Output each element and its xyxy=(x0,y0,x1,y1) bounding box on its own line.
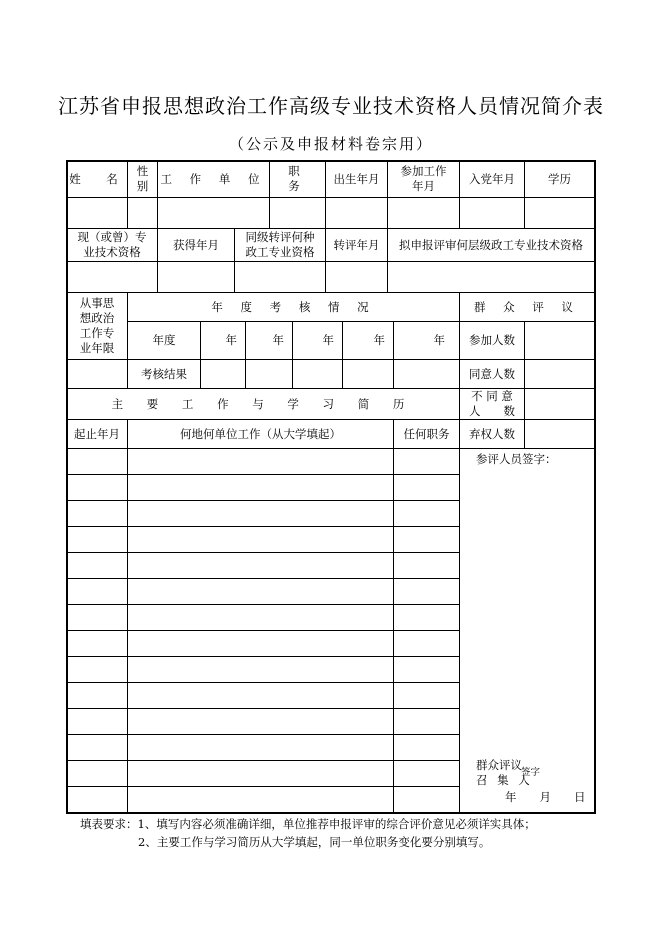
page-subtitle: （公示及申报材料卷宗用） xyxy=(228,135,433,153)
convener-label: 召 集 人 xyxy=(476,773,533,787)
label-name-text: 姓 名 xyxy=(69,171,125,186)
hline xyxy=(67,552,459,553)
vline xyxy=(127,419,128,812)
hline xyxy=(67,261,595,262)
hline xyxy=(67,708,459,709)
hline xyxy=(67,786,459,787)
label-obtained: 获得年月 xyxy=(173,237,219,252)
label-year: 年度 xyxy=(152,333,176,347)
label-years-engaged: 从事思想政治工作专业年限 xyxy=(79,296,115,355)
label-agree: 同意人数 xyxy=(469,366,515,381)
hline xyxy=(67,526,459,527)
note-line-1: 填表要求：1、填写内容必须准确详细，单位推荐申报评审的综合评价意见必须详实具体； xyxy=(80,817,536,831)
hline xyxy=(67,474,459,475)
hline xyxy=(67,734,459,735)
page-title: 江苏省申报思想政治工作高级专业技术资格人员情况简介表 xyxy=(58,94,604,118)
hline xyxy=(67,448,595,449)
year-col-2: 年 xyxy=(272,333,284,347)
hline xyxy=(67,630,459,631)
hline xyxy=(67,760,459,761)
label-result: 考核结果 xyxy=(141,366,187,381)
hline xyxy=(67,604,459,605)
assessment-header: 年 度 考 核 情 况 xyxy=(211,299,376,314)
vline xyxy=(393,419,394,812)
year-col-1: 年 xyxy=(225,333,237,347)
label-birth: 出生年月 xyxy=(333,171,380,186)
label-disagree: 不 同 意 人 数 xyxy=(469,389,515,418)
hline xyxy=(67,578,459,579)
hline xyxy=(67,197,595,198)
convener-sign-small: 签字 xyxy=(521,767,541,778)
table-border-right xyxy=(594,160,596,814)
vline xyxy=(459,448,460,812)
label-abstain: 弃权人数 xyxy=(469,426,515,441)
table-border-bottom xyxy=(66,812,596,814)
label-gender: 性别 xyxy=(136,164,149,193)
label-apply-level: 拟申报评审何层级政工专业技术资格 xyxy=(399,237,583,252)
label-work-start: 参加工作年月 xyxy=(400,164,447,193)
resume-header: 主 要 工 作 与 学 习 简 历 xyxy=(111,396,415,411)
col-role: 任何职务 xyxy=(403,426,450,441)
label-education: 学历 xyxy=(548,171,571,186)
year-col-3: 年 xyxy=(322,333,334,347)
mass-review-header: 群 众 评 议 xyxy=(474,299,580,314)
col-period: 起止年月 xyxy=(74,426,120,441)
label-party: 入党年月 xyxy=(469,171,515,186)
hline xyxy=(67,656,459,657)
vline xyxy=(524,321,525,448)
year-col-5: 年 xyxy=(433,333,445,347)
label-name xyxy=(67,161,127,197)
label-participants: 参加人数 xyxy=(469,333,515,347)
label-qualification: 现（或曾）专业技术资格 xyxy=(77,230,147,259)
year-col-4: 年 xyxy=(373,333,385,347)
hline xyxy=(67,500,459,501)
signature-label: 参评人员签字： xyxy=(476,452,557,466)
note-line-2: 2、主要工作与学习简历从大学填起，同一单位职务变化要分别填写。 xyxy=(138,835,491,849)
label-transfer: 同级转评何种政工专业资格 xyxy=(245,230,315,259)
signature-date: 年 月 日 xyxy=(505,790,586,804)
label-work-unit: 工 作 单 位 xyxy=(160,171,267,186)
col-unit: 何地何单位工作（从大学填起） xyxy=(180,426,341,441)
label-position: 职 务 xyxy=(288,164,326,193)
label-transfer-date: 转评年月 xyxy=(333,237,380,252)
convener-sign-label: 群众评议 xyxy=(476,758,522,772)
hline xyxy=(67,682,459,683)
